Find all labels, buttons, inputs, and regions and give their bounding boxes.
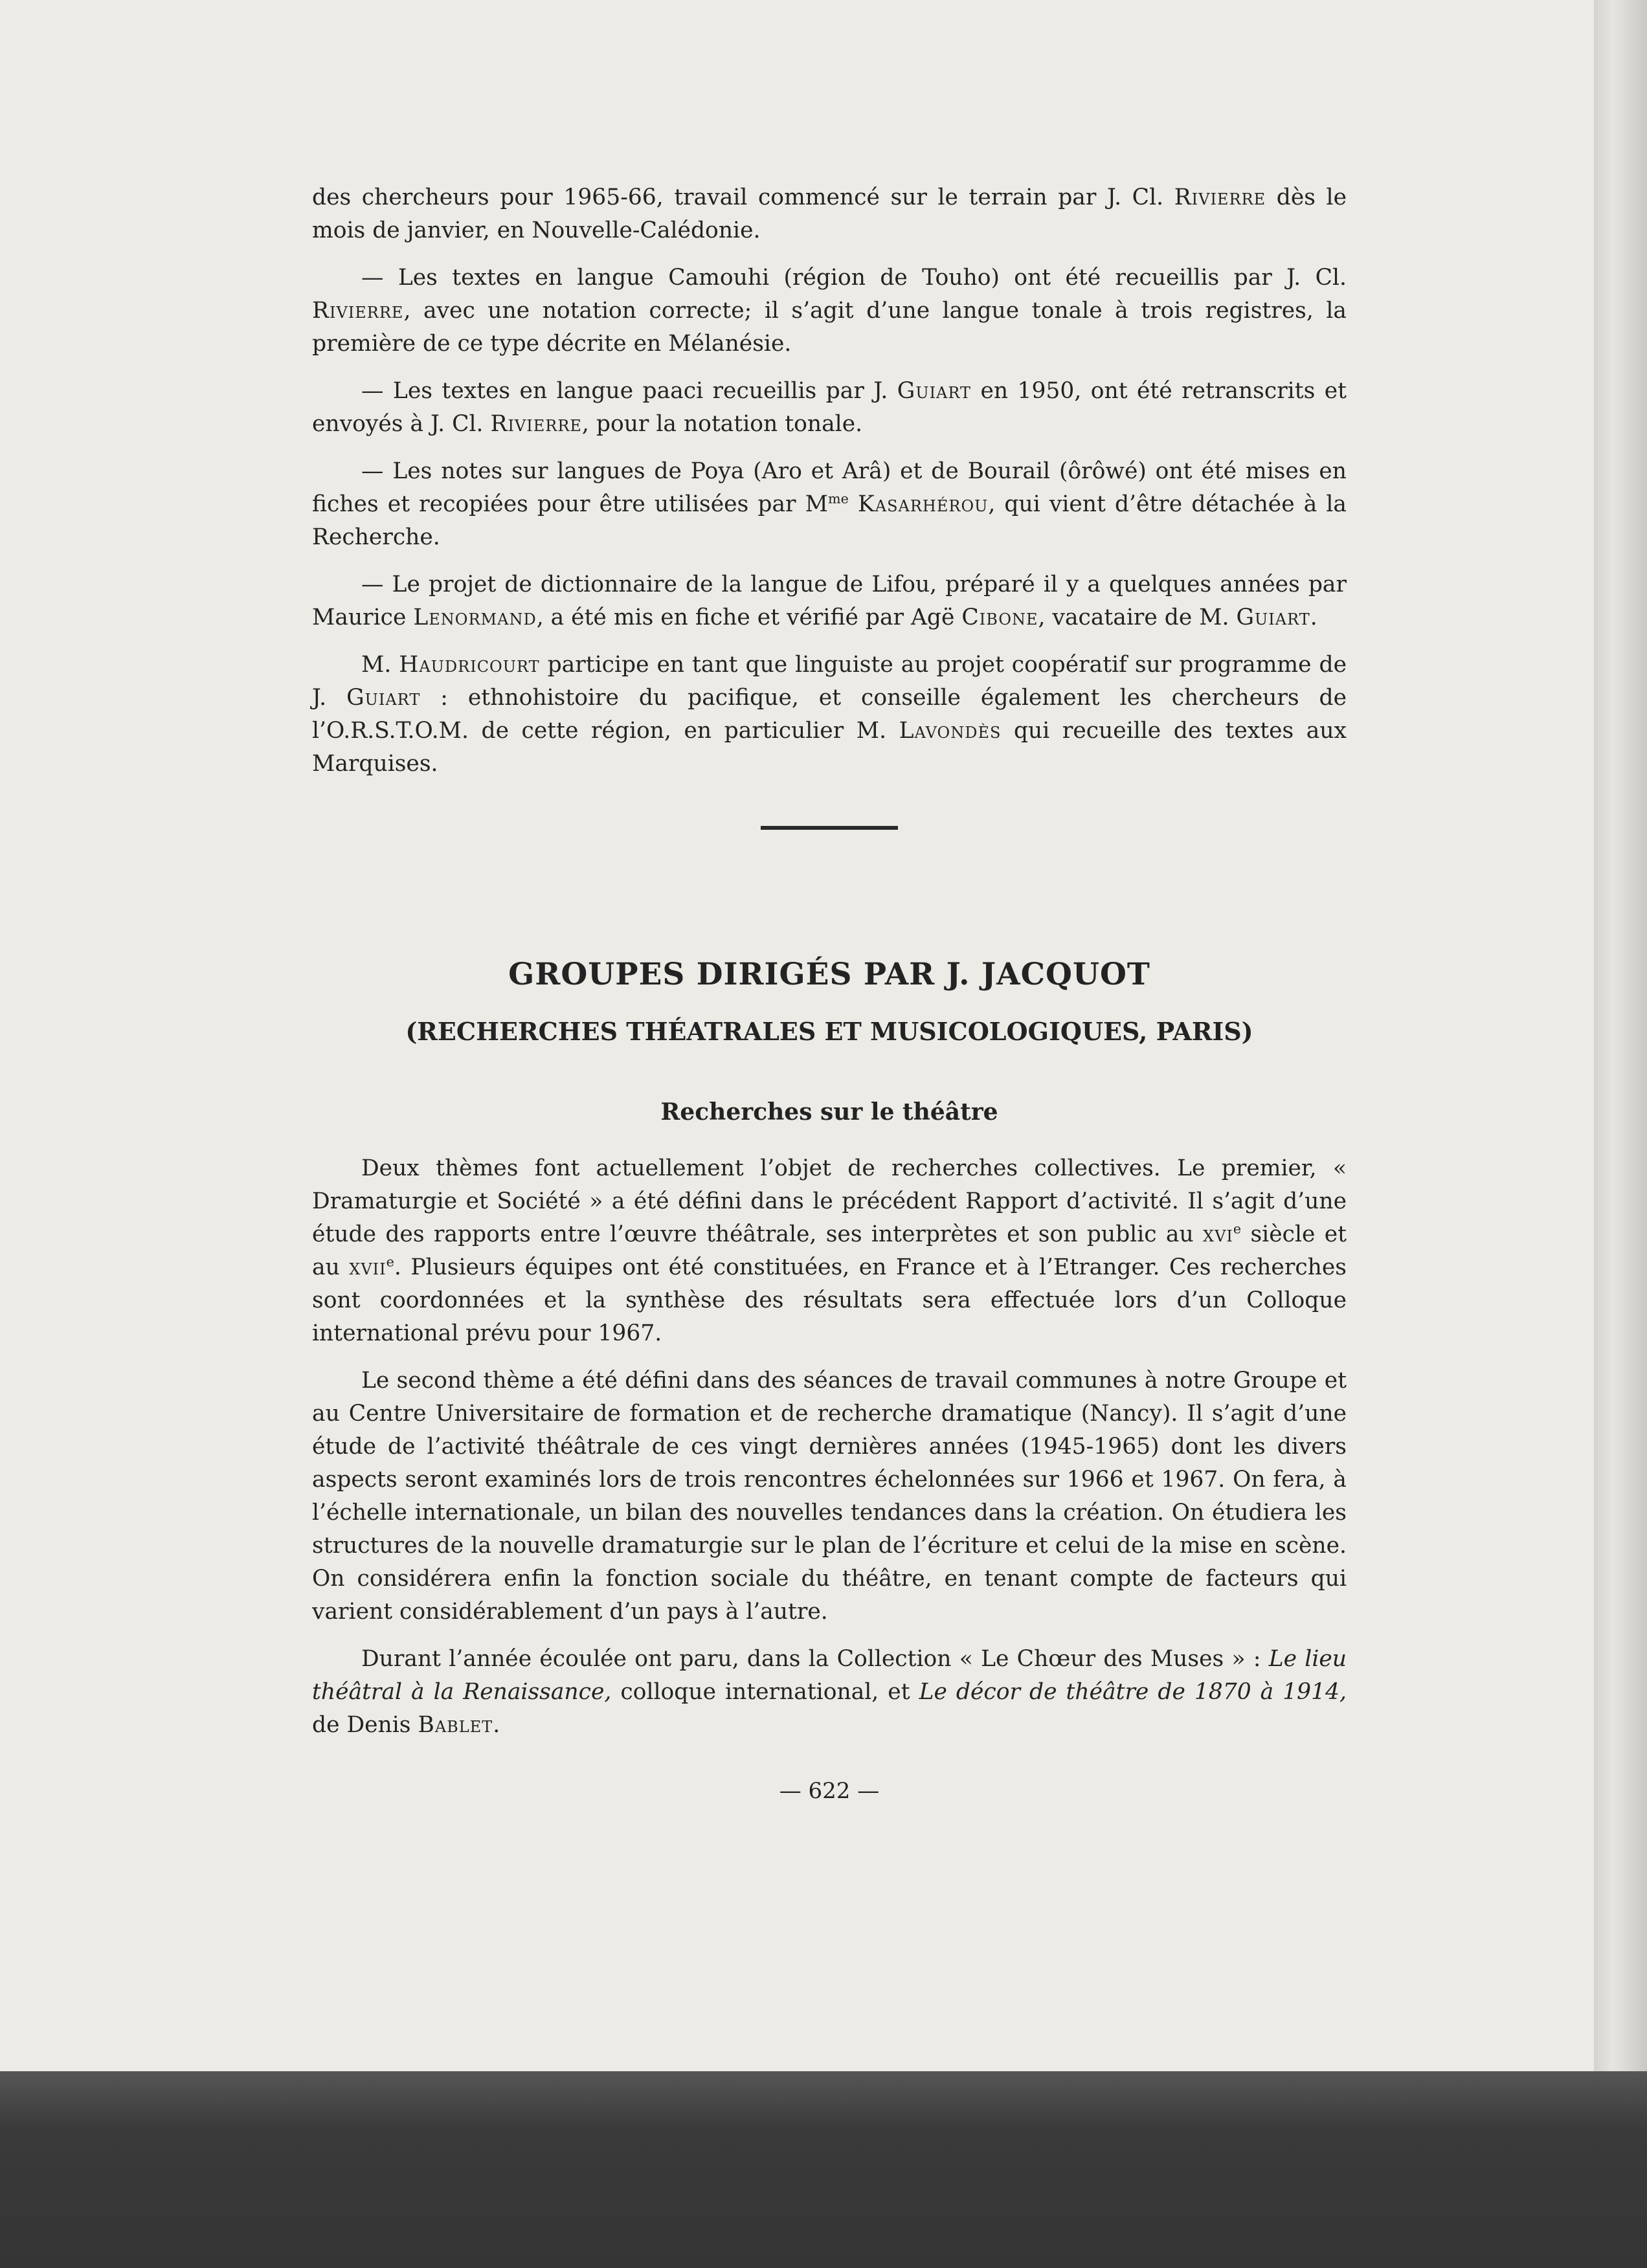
bottom-paragraphs: [312, 1152, 1347, 1742]
text-segment: — Les textes en langue Camouhi (région de Touho) ont été recueillis par J. Cl.: [361, 265, 1347, 291]
text-segment: qui recueille des textes aux Marquises.: [312, 718, 1347, 777]
page-number: — 622 —: [779, 1778, 880, 1804]
text-segment: — Les textes en langue paaci recueillis par J.: [361, 378, 897, 404]
text-segment: en 1950, ont été retranscrits et envoyés à J. Cl.: [312, 378, 1347, 437]
paragraph: [312, 181, 1347, 247]
paragraph: [312, 1364, 1347, 1629]
text-segment: Rivierre: [1174, 184, 1266, 210]
text-segment: Lenormand: [413, 605, 537, 630]
section-heading: Recherches sur le théâtre: [660, 1098, 998, 1126]
text-segment: xvii: [349, 1254, 387, 1280]
paragraph: [312, 375, 1347, 441]
paragraph: [312, 649, 1347, 781]
text-segment: xvi: [1203, 1221, 1233, 1247]
text-segment: Rivierre: [490, 411, 582, 437]
text-segment: [849, 491, 858, 517]
scan-background: [0, 2071, 1647, 2268]
text-segment: e: [386, 1254, 394, 1270]
text-segment: .: [1310, 605, 1317, 630]
paragraph: [312, 1152, 1347, 1350]
text-segment: : ethnohistoire du pacifique, et conseille également les chercheurs de l’O.R.S.T.O.M. de cette région, en particulier M.: [312, 685, 1347, 744]
text-segment: Durant l’année écoulée ont paru, dans la Collection « Le Chœur des Muses » :: [361, 1646, 1269, 1672]
text-segment: Cibone: [961, 605, 1038, 630]
text-segment: siècle et au: [312, 1221, 1347, 1280]
text-segment: , qui vient d’être détachée à la Recherche.: [312, 491, 1347, 550]
text-segment: de Denis: [312, 1712, 418, 1738]
text-segment: des chercheurs pour 1965-66, travail commencé sur le terrain par J. Cl.: [312, 184, 1174, 210]
paragraph: [312, 261, 1347, 361]
paragraph: [312, 455, 1347, 554]
text-segment: Le décor de théâtre de 1870 à 1914,: [919, 1679, 1347, 1705]
text-segment: Guiart: [897, 378, 972, 404]
group-subtitle: (RECHERCHES THÉATRALES ET MUSICOLOGIQUES, PARIS): [405, 1017, 1253, 1046]
text-segment: , avec une notation correcte; il s’agit d’une langue tonale à trois registres, la première de ce type décrite en Mélanésie.: [312, 298, 1347, 357]
text-segment: me: [827, 491, 849, 507]
text-segment: Deux thèmes font actuellement l’objet de recherches collectives. Le premier, « Dramaturgie et Société » a été défini dans le précédent Rapport d’activité. Il s’agit d’une étude des rapports entre l’œuvre théâtrale, ses interprètes et son public au: [312, 1155, 1347, 1247]
text-segment: Lavondès: [899, 718, 1002, 744]
text-segment: Guiart: [346, 685, 421, 711]
page-content: [312, 181, 1347, 1807]
text-segment: dès le mois de janvier, en Nouvelle-Calédonie.: [312, 184, 1347, 243]
group-title: GROUPES DIRIGÉS PAR J. JACQUOT: [508, 957, 1150, 992]
text-segment: Kasarhérou: [857, 491, 989, 517]
text-segment: Bablet: [418, 1712, 493, 1738]
text-segment: Le second thème a été défini dans des séances de travail communes à notre Groupe et au Centre Universitaire de formation et de recherche dramatique (Nancy). Il s’agit d’une étude de l’activité théâtrale de ces vingt dernières années (1945-1965) dont les divers aspects seront examinés lors de trois rencontres échelonnées sur 1966 et 1967. On fera, à l’échelle internationale, un bilan des nouvelles tendances dans la création. On étudiera les structures de la nouvelle dramaturgie sur le plan de l’écriture et celui de la mise en scène. On considérera enfin la fonction sociale du théâtre, en tenant compte de facteurs qui varient considérablement d’un pays à l’autre.: [312, 1368, 1347, 1625]
text-segment: , pour la notation tonale.: [581, 411, 863, 437]
text-segment: Haudricourt: [399, 652, 540, 678]
text-segment: Rivierre: [312, 298, 404, 324]
text-segment: . Plusieurs équipes ont été constituées, en France et à l’Etranger. Ces recherches sont coordonnées et la synthèse des résultats sera effectuée lors d’un Colloque international prévu pour 1967.: [312, 1254, 1347, 1346]
text-segment: Le lieu théâtral à la Renaissance,: [312, 1646, 1347, 1705]
text-segment: e: [1233, 1221, 1242, 1237]
text-segment: — Le projet de dictionnaire de la langue de Lifou, préparé il y a quelques années par Maurice: [312, 572, 1347, 630]
text-segment: , a été mis en fiche et vérifié par Agë: [536, 605, 962, 630]
text-segment: participe en tant que linguiste au projet coopératif sur programme de J.: [312, 652, 1347, 711]
text-segment: .: [493, 1712, 500, 1738]
page-edge: [1594, 0, 1647, 2071]
text-segment: colloque international, et: [611, 1679, 919, 1705]
top-paragraphs: [312, 181, 1347, 781]
paragraph: [312, 568, 1347, 634]
text-segment: M.: [361, 652, 399, 678]
text-segment: , vacataire de M.: [1038, 605, 1237, 630]
text-segment: — Les notes sur langues de Poya (Aro et Arâ) et de Bourail (ôrôwé) ont été mises en fiches et recopiées pour être utilisées par M: [312, 458, 1347, 517]
section-divider-rule: [761, 826, 898, 830]
text-segment: Guiart: [1236, 605, 1310, 630]
paragraph: [312, 1643, 1347, 1742]
